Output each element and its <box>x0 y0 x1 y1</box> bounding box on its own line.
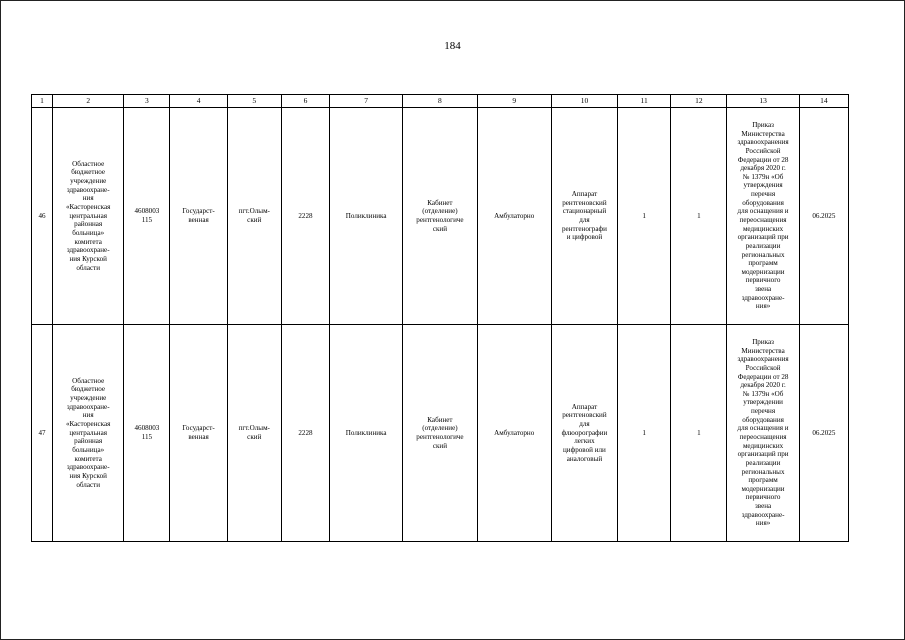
row-number-cell <box>32 325 53 542</box>
department-cell <box>403 108 477 325</box>
ownership-cell <box>170 108 227 325</box>
basis-cell <box>727 108 799 325</box>
number-cell <box>281 108 329 325</box>
organization-cell <box>53 108 124 325</box>
unit-number: 2228 <box>298 211 313 220</box>
column-number-cell: 9 <box>477 95 551 108</box>
table-row <box>32 325 849 542</box>
column-number-cell: 4 <box>170 95 227 108</box>
care-type-cell <box>477 325 551 542</box>
basis-cell <box>727 325 799 542</box>
column-number-cell: 13 <box>727 95 799 108</box>
column-number-cell: 11 <box>618 95 671 108</box>
organization-name: Областное бюджетное учреждение здравоохране- ния «Касторенская центральная районная больница» комитета здравоохране- ния Курской области <box>65 159 111 272</box>
ownership-form: Государст- венная <box>182 207 215 224</box>
page-number: 184 <box>444 40 461 52</box>
unit-type: Поликлиника <box>345 211 387 220</box>
row-number: 46 <box>38 211 46 220</box>
column-number-cell: 6 <box>281 95 329 108</box>
column-number-cell: 10 <box>551 95 617 108</box>
quantity-cell <box>618 108 671 325</box>
date-cell <box>799 325 848 542</box>
ownership-cell <box>170 325 227 542</box>
column-number-cell: 14 <box>799 95 848 108</box>
department: Кабинет (отделение) рентгенологиче ский <box>416 198 464 233</box>
quantity-cell <box>671 108 727 325</box>
due-date: 06.2025 <box>812 211 836 220</box>
code-cell <box>124 325 170 542</box>
locality-cell <box>227 108 281 325</box>
column-number-cell: 1 <box>32 95 53 108</box>
locality: пгт.Олым- ский <box>238 424 270 441</box>
care-type-cell <box>477 108 551 325</box>
organization-name: Областное бюджетное учреждение здравоохране- ния «Касторенская центральная районная больница» комитета здравоохране- ния Курской области <box>65 376 111 489</box>
equipment-cell <box>551 325 617 542</box>
equipment-cell <box>551 108 617 325</box>
quantity-b: 1 <box>697 428 701 437</box>
unit-type-cell <box>330 108 403 325</box>
due-date: 06.2025 <box>812 428 836 437</box>
department-cell <box>403 325 477 542</box>
unit-type-cell <box>330 325 403 542</box>
code-cell <box>124 108 170 325</box>
ownership-form: Государст- венная <box>182 424 215 441</box>
row-number: 47 <box>38 428 46 437</box>
quantity-b: 1 <box>697 211 701 220</box>
equipment-name: Аппарат рентгеновский стационарный для рентгенографи и цифровой <box>561 190 607 242</box>
column-number-cell: 8 <box>403 95 477 108</box>
column-number-cell: 12 <box>671 95 727 108</box>
date-cell <box>799 108 848 325</box>
quantity-a: 1 <box>642 428 646 437</box>
quantity-cell <box>618 325 671 542</box>
column-number-cell: 5 <box>227 95 281 108</box>
locality-cell <box>227 325 281 542</box>
column-number-cell: 7 <box>330 95 403 108</box>
organization-cell <box>53 325 124 542</box>
number-cell <box>281 325 329 542</box>
organization-code: 4608003 115 <box>134 207 160 224</box>
equipment-name: Аппарат рентгеновский для флюорографии легких цифровой или аналоговый <box>561 402 608 463</box>
table-row <box>32 108 849 325</box>
column-number-row <box>32 95 849 108</box>
column-number-cell: 2 <box>53 95 124 108</box>
care-type: Амбулаторно <box>494 211 535 220</box>
row-number-cell <box>32 108 53 325</box>
column-number-cell: 3 <box>124 95 170 108</box>
unit-type: Поликлиника <box>345 428 387 437</box>
legal-basis: Приказ Министерства здравоохранения Российской Федерации от 28 декабря 2020 г. № 1379н «Об утверждения перечня оборудования для оснащения и переоснащения медицинских организаций при реализации региональных программ модернизации первичного звена здравоохране- ния» <box>737 120 789 311</box>
organization-code: 4608003 115 <box>134 424 160 441</box>
department: Кабинет (отделение) рентгенологиче ский <box>416 415 464 450</box>
quantity-cell <box>671 325 727 542</box>
locality: пгт.Олым- ский <box>238 207 270 224</box>
equipment-register-table <box>31 94 849 542</box>
quantity-a: 1 <box>642 211 646 220</box>
legal-basis: Приказ Министерства здравоохранения Российской Федерации от 28 декабря 2020 г. № 1379н «Об утверждении перечня оборудования для оснащения и переоснащения медицинских организаций при реализации региональных программ модернизации первичного звена здравоохране- ния» <box>737 337 789 528</box>
care-type: Амбулаторно <box>494 428 535 437</box>
unit-number: 2228 <box>298 428 313 437</box>
